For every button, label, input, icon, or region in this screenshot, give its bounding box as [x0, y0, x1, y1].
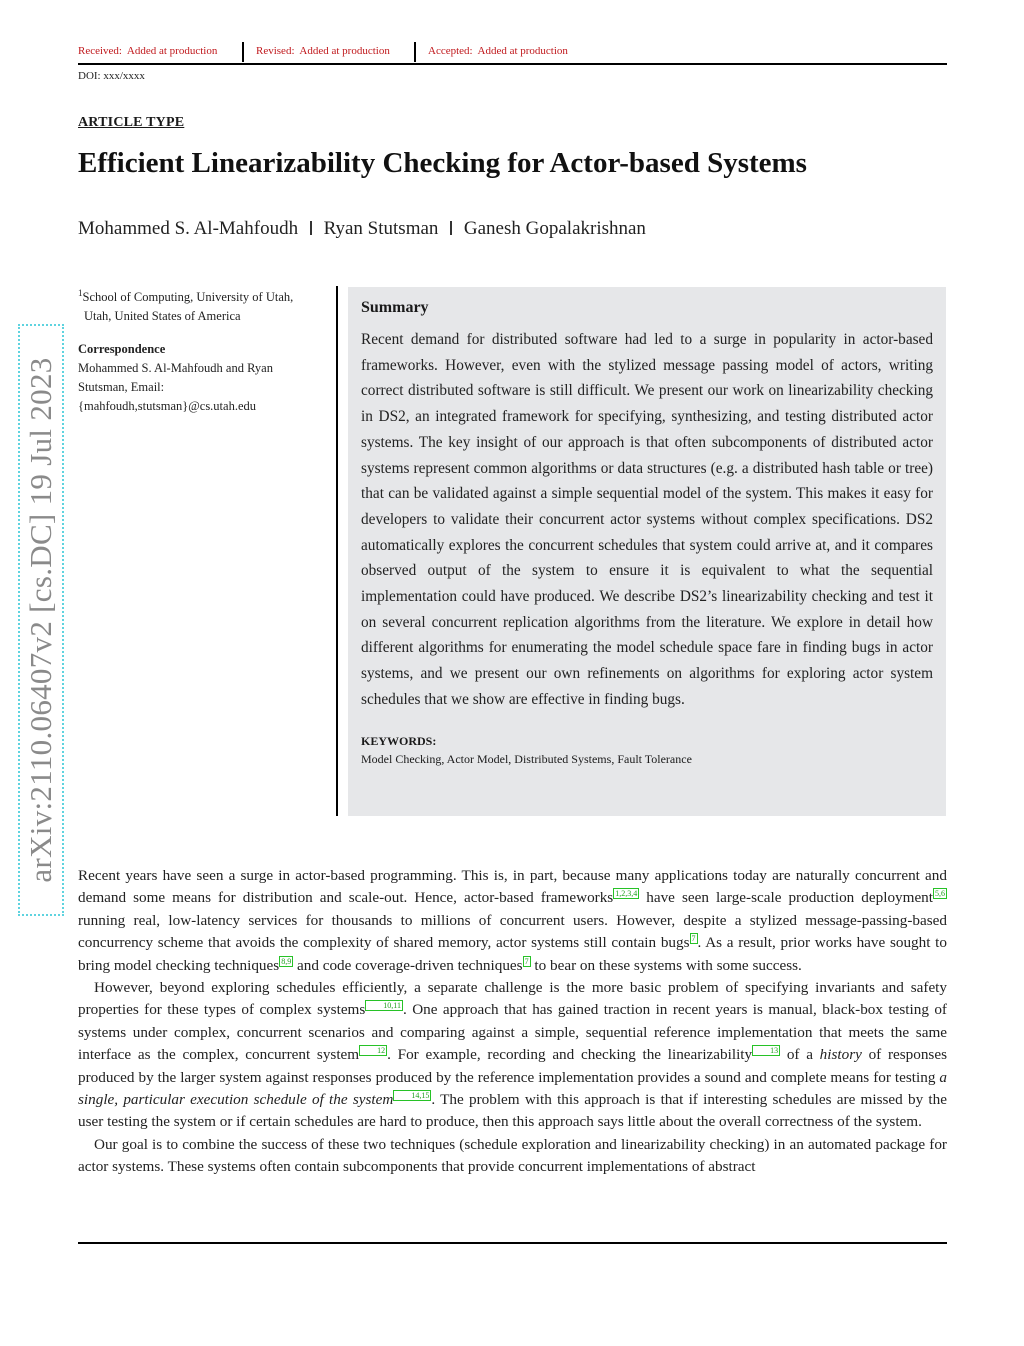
keywords-list: Model Checking, Actor Model, Distributed Systems, Fault Tolerance	[361, 751, 692, 766]
publication-dates	[78, 40, 947, 64]
header-rule	[78, 63, 947, 65]
citation-link[interactable]: 14,15	[393, 1090, 431, 1101]
body-text	[78, 865, 947, 1179]
correspondence-heading: Correspondence	[78, 342, 166, 357]
paragraph: Our goal is to combine the success of these two techniques (schedule exploration and linearizability checking) in an automated package for actor systems. These systems often contain subcomponents that provide concurrent implementations of abstract	[78, 1135, 947, 1176]
doi: DOI: xxx/xxxx	[78, 70, 145, 82]
arxiv-stamp[interactable]	[18, 324, 64, 916]
author-name: Mohammed S. Al-Mahfoudh	[78, 218, 299, 239]
abstract-text: Recent demand for distributed software had led to a surge in popularity in actor-based frameworks. However, even with the stylized message passing model of actors, writing correct distributed software is still difficult. We present our work on linearizability checking in DS2, an integrated framework for specifying, synthesizing, and testing distributed actor systems. The key insight of our approach is that often subcomponents of distributed actor systems represent common algorithms or data structures (e.g. a distributed hash table or tree) that can be validated against a simple sequential model of the system. This makes it easy for developers to validate their concurrent actor systems without complex specifications. DS2 automatically explores the concurrent schedules that system could arrive at, and it compares observed output of the system to ensure it is equivalent to what the sequential implementation could have produced. We describe DS2’s linearizability checking and test it on several concurrent replication algorithms from the literature. We explore in detail how different algorithms for enumerating the model schedule space fare in finding bugs in actor systems, and we present our own refinements on algorithms for exploring actor system schedules that we show are effective in finding bugs.	[361, 331, 933, 708]
paper-title: Efficient Linearizability Checking for Actor-based Systems	[78, 147, 807, 179]
citation-link[interactable]: 7	[691, 934, 696, 944]
citation-link[interactable]: 1,2,3,4	[615, 889, 638, 899]
citation-link[interactable]: 13	[752, 1045, 780, 1056]
author-info-column	[78, 284, 328, 416]
summary-heading: Summary	[361, 299, 429, 316]
author-list	[78, 218, 646, 240]
citation-link[interactable]: 7	[524, 956, 529, 966]
header-divider	[414, 42, 416, 62]
author-name: Ryan Stutsman	[323, 218, 439, 239]
article-type: ARTICLE TYPE	[78, 115, 185, 130]
accepted-date: Accepted: Added at production	[428, 45, 568, 57]
citation-link[interactable]: 10,11	[365, 1000, 403, 1011]
revised-date: Revised: Added at production	[256, 45, 390, 57]
keywords-heading: KEYWORDS:	[361, 733, 437, 748]
arxiv-id: arXiv:2110.06407v2 [cs.DC] 19 Jul 2023	[23, 357, 58, 883]
column-divider	[336, 286, 338, 816]
correspondence-line: Mohammed S. Al-Mahfoudh and Ryan	[78, 361, 273, 376]
summary-box	[348, 287, 946, 816]
footer-rule	[78, 1242, 947, 1244]
affiliation: $^1$School of Computing, University of Utah,	[78, 288, 294, 305]
header-divider	[242, 42, 244, 62]
citation-link[interactable]: 5,6	[935, 889, 945, 899]
author-separator	[450, 221, 452, 235]
author-name: Ganesh Gopalakrishnan	[463, 218, 646, 239]
affiliation-line2: Utah, United States of America	[84, 309, 241, 324]
paragraph: Recent years have seen a surge in actor-based programming. This is, in part, because many applications today are naturally concurrent and demand some means for distribution and scale-out. Hence, actor-based frameworks 1,2,3,4 have seen large-scale production deployment 5,6 running real, low-latency services for thousands to millions of concurrent users. However, despite a stylized message-passing-based concurrency scheme that avoids the complexity of shared memory, actor systems still contain bugs 7 . As a result, prior works have sought to bring model checking techniques 8,9 and code coverage-driven techniques 7 to bear on these systems with some success.	[78, 867, 947, 974]
correspondence-email[interactable]: {mahfoudh,stutsman}@cs.utah.edu	[78, 399, 256, 414]
citation-link[interactable]: 12	[359, 1045, 387, 1056]
paragraph: However, beyond exploring schedules efficiently, a separate challenge is the more basic problem of specifying invariants and safety properties for these types of complex systems 10,11 . One approach that has gained traction in recent years is manual, black-box testing of systems under complex, concurrent scenarios and comparing against a simple, sequential reference implementation that meets the same interface as the complex, concurrent system 12 . For example, recording and checking the linearizability 13 of a history of responses produced by the larger system against responses produced by the reference implementation provides a sound and complete means for testing a single, particular execution schedule of the system 14,15 . The problem with this approach is that if interesting schedules are missed by the user testing the system or if certain schedules are hard to produce, then this approach says little about the overall correctness of the system.	[78, 979, 947, 1131]
correspondence-line: Stutsman, Email:	[78, 380, 165, 395]
citation-link[interactable]: 8,9	[281, 956, 292, 966]
author-separator	[310, 221, 312, 235]
received-date: Received: Added at production	[78, 45, 218, 57]
